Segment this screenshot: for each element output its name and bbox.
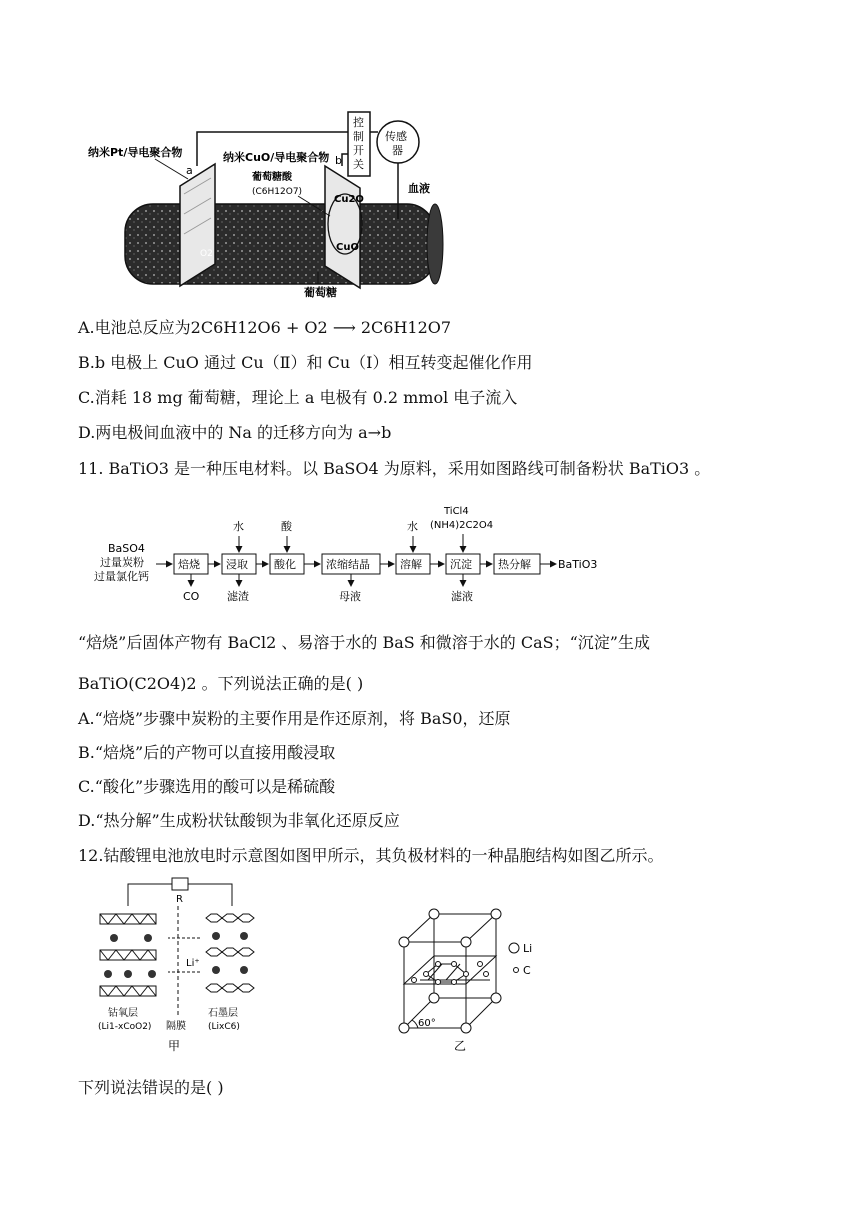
svg-text:母液: 母液 <box>339 590 361 603</box>
q11-desc-2: BaTiO(C2O4)2 。下列说法正确的是( ) <box>78 674 364 693</box>
svg-text:BaTiO3: BaTiO3 <box>558 558 598 571</box>
svg-text:关: 关 <box>353 158 364 171</box>
svg-text:制: 制 <box>353 130 364 143</box>
electrode-b <box>325 166 360 288</box>
legend-c: C <box>523 964 531 977</box>
q11-desc-1: “焙烧”后固体产物有 BaCl2 、易溶于水的 BaS 和微溶于水的 CaS；“沉淀”生成 <box>78 633 650 652</box>
electrode-a-label: 纳米Pt/导电聚合物 <box>88 146 183 159</box>
svg-text:过量氯化钙: 过量氯化钙 <box>94 570 149 583</box>
svg-text:控: 控 <box>353 116 364 129</box>
svg-text:(Li1-xCoO2): (Li1-xCoO2) <box>98 1022 152 1032</box>
svg-text:(LixC6): (LixC6) <box>208 1022 240 1032</box>
svg-text:酸: 酸 <box>281 520 292 533</box>
q12-stem: 12.钴酸锂电池放电时示意图如图甲所示，其负极材料的一种晶胞结构如图乙所示。 <box>78 846 664 865</box>
svg-text:过量炭粉: 过量炭粉 <box>100 556 144 569</box>
q12-tail: 下列说法错误的是( ) <box>78 1078 224 1097</box>
membrane-label: 隔膜 <box>166 1021 186 1032</box>
svg-text:浓缩结晶: 浓缩结晶 <box>326 558 370 571</box>
svg-text:溶解: 溶解 <box>400 558 422 571</box>
svg-text:浸取: 浸取 <box>226 558 248 571</box>
q10-option-b: B.b 电极上 CuO 通过 Cu（Ⅱ）和 Cu（Ⅰ）相互转变起催化作用 <box>78 353 533 372</box>
process-flow-chart <box>90 500 710 612</box>
glucose-label: 葡萄糖 <box>304 286 337 299</box>
svg-text:b: b <box>335 154 342 167</box>
angle-label: 60° <box>418 1018 436 1029</box>
svg-text:水: 水 <box>233 520 244 533</box>
svg-text:滤液: 滤液 <box>451 590 473 603</box>
svg-text:器: 器 <box>392 144 403 157</box>
svg-text:热分解: 热分解 <box>498 558 531 571</box>
svg-text:滤渣: 滤渣 <box>227 590 249 603</box>
svg-text:Li⁺: Li⁺ <box>186 958 200 969</box>
cuo-text: CuO <box>336 242 359 253</box>
svg-text:沉淀: 沉淀 <box>450 558 472 571</box>
gluconic-acid-label: 葡萄糖酸 <box>252 172 292 183</box>
svg-text:a: a <box>186 164 193 177</box>
q11-option-c: C.“酸化”步骤选用的酸可以是稀硫酸 <box>78 777 336 796</box>
o2-text: O2 <box>200 249 213 259</box>
glucose-fuel-cell-figure <box>80 104 460 304</box>
svg-text:R: R <box>176 894 183 905</box>
q11-option-a: A.“焙烧”步骤中炭粉的主要作用是作还原剂，将 BaS0，还原 <box>78 709 511 728</box>
q10-option-c: C.消耗 18 mg 葡萄糖，理论上 a 电极有 0.2 mmol 电子流入 <box>78 388 518 407</box>
blood-vessel <box>125 204 435 284</box>
svg-text:BaSO4: BaSO4 <box>108 542 145 555</box>
q11-option-b: B.“焙烧”后的产物可以直接用酸浸取 <box>78 743 336 762</box>
electrode-a <box>180 164 215 286</box>
svg-text:TiCl4: TiCl4 <box>444 506 469 517</box>
graphite-label: 石墨层 <box>208 1008 238 1019</box>
crystal-cell-figure-yi <box>390 904 570 1058</box>
svg-text:酸化: 酸化 <box>274 558 296 571</box>
q10-option-a: A.电池总反应为2C6H12O6 + O2 ⟶ 2C6H12O7 <box>78 318 452 337</box>
battery-figure-jia <box>92 876 282 1056</box>
svg-text:CO: CO <box>183 590 200 603</box>
legend-li: Li <box>523 942 533 955</box>
electrode-b-label: 纳米CuO/导电聚合物 <box>223 151 330 164</box>
q11-option-d: D.“热分解”生成粉状钛酸钡为非氧化还原反应 <box>78 811 400 830</box>
svg-text:传感: 传感 <box>385 130 407 143</box>
q11-stem: 11. BaTiO3 是一种压电材料。以 BaSO4 为原料，采用如图路线可制备粉状 BaTiO3 。 <box>78 459 711 478</box>
figure-jia-caption: 甲 <box>168 1039 181 1053</box>
resistor <box>172 878 188 890</box>
blood-label: 血液 <box>408 182 430 195</box>
q10-option-d: D.两电极间血液中的 Na 的迁移方向为 a→b <box>78 423 392 442</box>
figure-yi-caption: 乙 <box>454 1039 467 1053</box>
svg-text:焙烧: 焙烧 <box>178 558 200 571</box>
gluconic-acid-formula: (C6H12O7) <box>252 187 303 197</box>
svg-text:开: 开 <box>353 144 364 157</box>
svg-text:水: 水 <box>407 520 418 533</box>
cu2o-text: Cu2O <box>334 194 364 205</box>
cobalt-oxide-label: 钴氧层 <box>108 1008 138 1019</box>
svg-text:(NH4)2C2O4: (NH4)2C2O4 <box>430 520 494 531</box>
